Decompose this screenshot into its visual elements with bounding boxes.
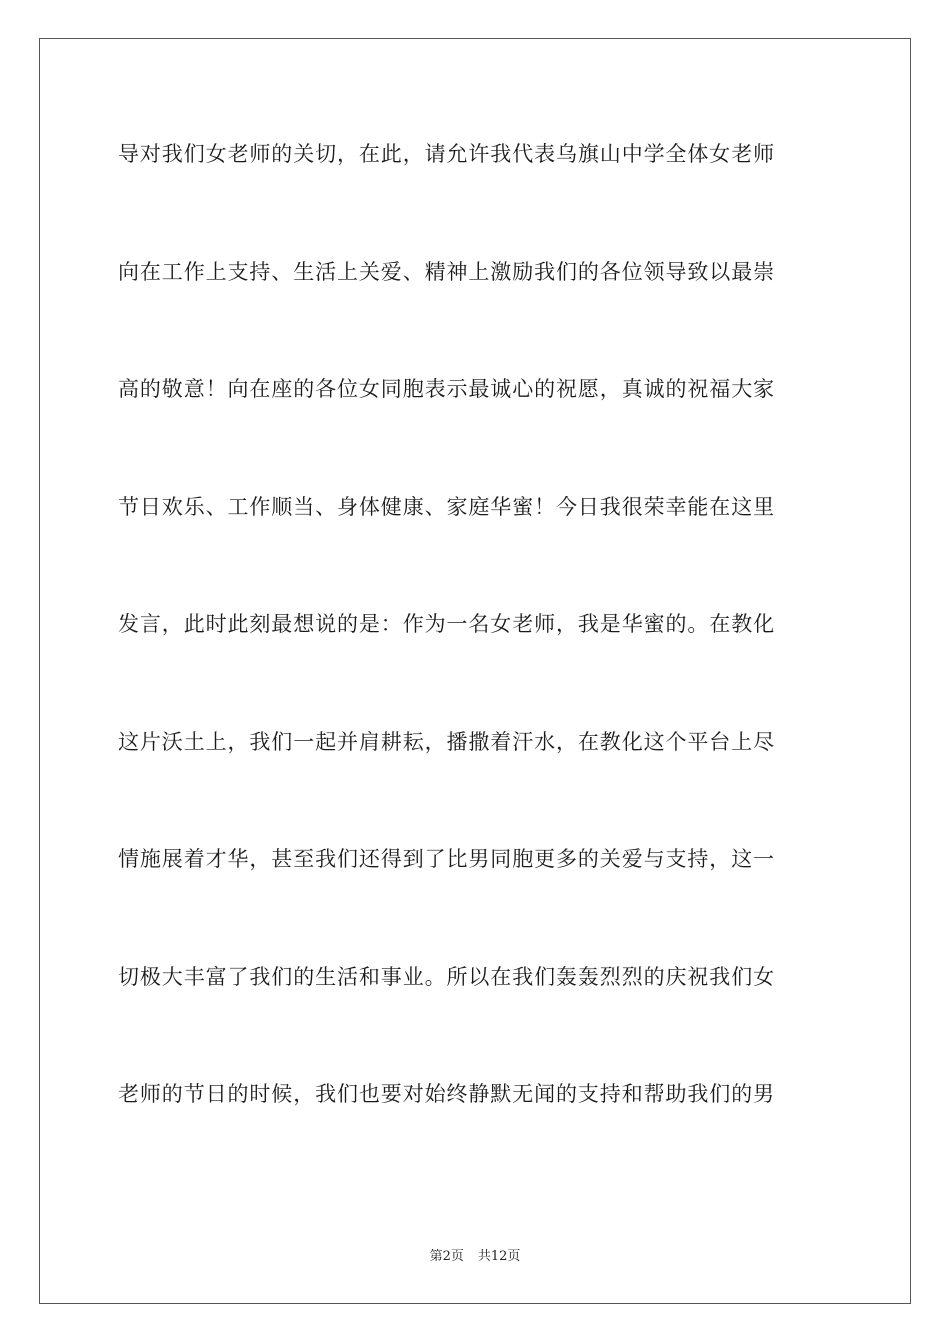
page-number: 第2页 [429, 1249, 464, 1264]
document-body [118, 128, 834, 1186]
text-line-2: 向在工作上支持、生活上关爱、精神上激励我们的各位领导致以最崇 [118, 259, 775, 284]
text-line-3: 高的敬意！向在座的各位女同胞表示最诚心的祝愿，真诚的祝福大家 [118, 377, 775, 401]
text-line-9: 老师的节日的时候，我们也要对始终静默无闻的支持和帮助我们的男 [118, 1082, 775, 1106]
text-line-5: 发言，此时此刻最想说的是：作为一名女老师，我是华蜜的。在教化 [118, 612, 775, 636]
text-line-1: 导对我们女老师的关切，在此，请允许我代表乌旗山中学全体女老师 [118, 142, 775, 166]
page-footer [0, 1248, 950, 1266]
text-line-8: 切极大丰富了我们的生活和事业。所以在我们轰轰烈烈的庆祝我们女 [118, 964, 775, 989]
page-total: 共12页 [477, 1249, 521, 1264]
text-line-7: 情施展着才华，甚至我们还得到了比男同胞更多的关爱与支持，这一 [118, 847, 775, 871]
text-line-4: 节日欢乐、工作顺当、身体健康、家庭华蜜！今日我很荣幸能在这里 [118, 494, 775, 519]
text-line-6: 这片沃土上，我们一起并肩耕耘，播撒着汗水，在教化这个平台上尽 [118, 729, 775, 754]
